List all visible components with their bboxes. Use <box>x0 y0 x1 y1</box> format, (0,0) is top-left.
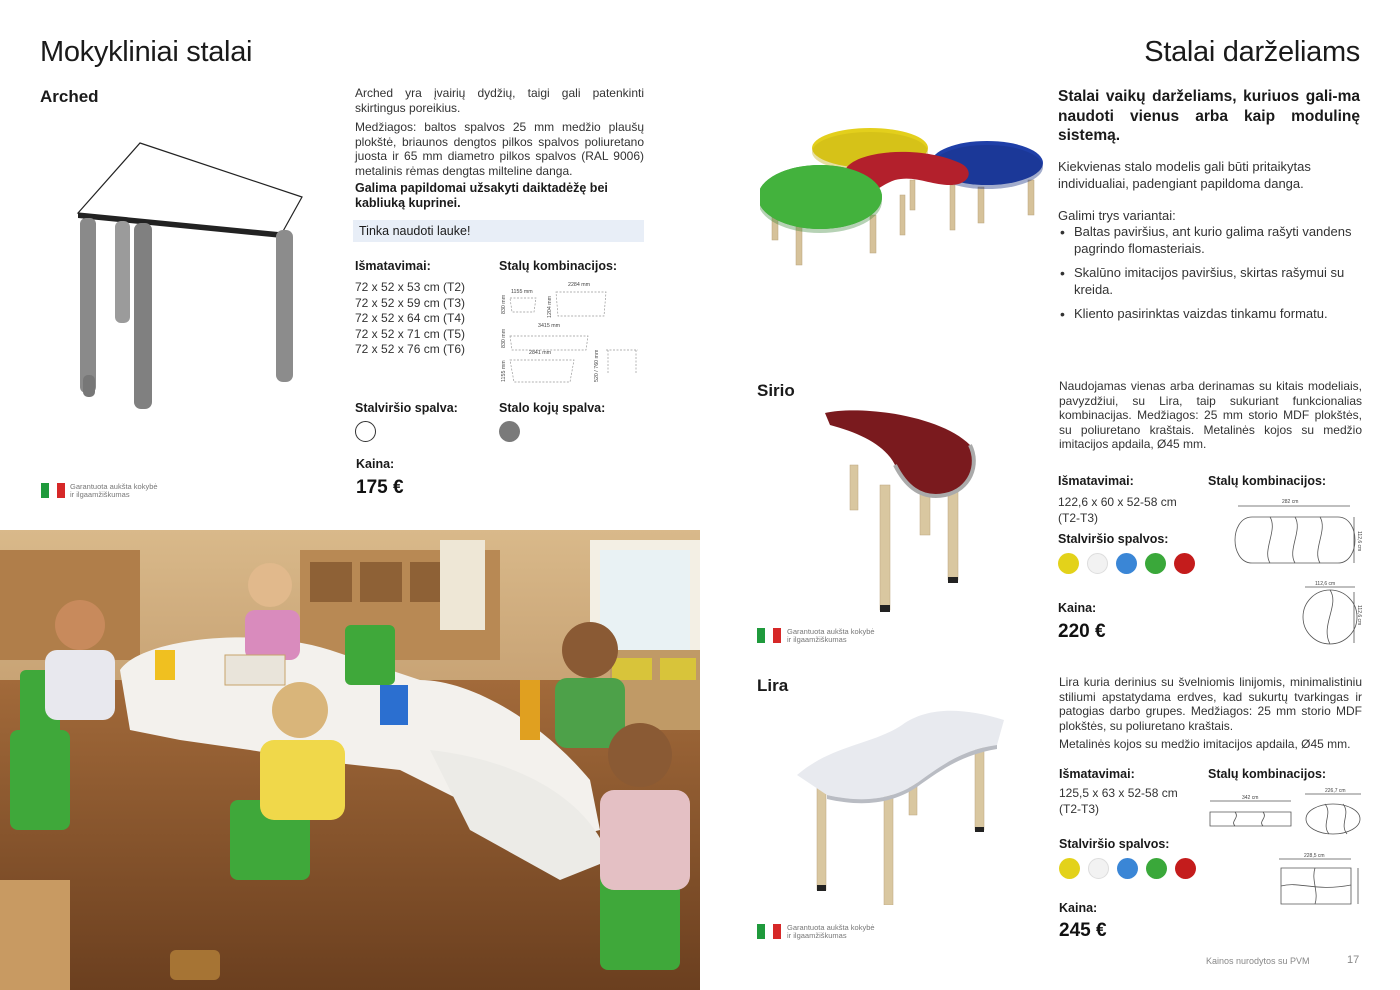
arched-combos-diagram <box>498 278 646 388</box>
combo-dim-label: 520 / 760 mm <box>594 349 600 382</box>
combo-dim-label: 1204 mm <box>547 295 553 318</box>
combo-dim-label: 342 cm <box>1242 795 1259 801</box>
arched-dims-label: Išmatavimai: <box>355 259 431 273</box>
product-name-arched: Arched <box>40 87 99 106</box>
combo-dim-label: 1155 mm <box>511 289 533 295</box>
combo-dim-label: 830 mm <box>501 294 507 314</box>
dim-item: 72 x 52 x 53 cm (T2) <box>355 280 466 294</box>
top-color-label: Stalviršio spalva: <box>355 401 458 415</box>
combo-dim-label: 228,5 cm <box>1304 853 1325 859</box>
italy-flag-icon <box>757 628 781 643</box>
page-title-left: Mokykliniai stalai <box>40 36 253 68</box>
legs-color-swatch-grey <box>499 421 520 442</box>
swatch-white <box>1087 553 1108 574</box>
lira-color-swatches <box>1059 858 1204 879</box>
dim-item: 72 x 52 x 71 cm (T5) <box>355 326 466 341</box>
sirio-colors-label: Stalviršio spalvos: <box>1058 532 1169 546</box>
arched-combos-label: Stalų kombinacijos: <box>499 259 618 273</box>
outdoor-badge: Tinka naudoti lauke! <box>353 220 644 242</box>
combo-dim-label: 112,6 cm <box>1356 605 1362 626</box>
quality-note: Garantuota aukšta kokybė ir ilgaamžiškumas <box>787 627 875 644</box>
sirio-dims-label: Išmatavimai: <box>1058 474 1134 488</box>
arched-desc-1: Arched yra įvairių dydžių, taigi gali patenkinti skirtingus poreikius. <box>355 86 644 115</box>
swatch-white <box>1088 858 1109 879</box>
sirio-table-image <box>820 405 980 615</box>
lira-price: 245 € <box>1059 920 1107 941</box>
lira-desc-2: Metalinės kojos su medžio imitacijos apdaila, Ø45 mm. <box>1059 737 1351 751</box>
lira-combos-diagram <box>1205 788 1365 913</box>
swatch-green <box>1145 553 1166 574</box>
variant-item: • Baltas paviršius, ant kurio galima rašyti vandens pagrindo flomasteriais. <box>1058 224 1358 257</box>
arched-dims-list <box>355 280 465 358</box>
modular-tables-image <box>760 125 1050 270</box>
arched-table-image <box>70 135 310 420</box>
arched-price-label: Kaina: <box>356 457 395 471</box>
top-color-swatch-white <box>355 421 376 442</box>
intro-heading: Stalai vaikų darželiams, kuriuos gali-ma naudoti vienus arba kaip modulinę sistemą. <box>1058 88 1360 144</box>
product-name-sirio: Sirio <box>757 381 795 400</box>
lira-dims-label: Išmatavimai: <box>1059 767 1135 781</box>
swatch-blue <box>1116 553 1137 574</box>
lira-desc-1: Lira kuria derinius su švelniomis linijomis, minimalistiniu stiliumi apstatydama erdves, kad sukurtų tvarkingas ir patogias darbo grupes. Medžiagos: 25 mm storio MDF plokštės, su poliuretano kraštais. <box>1059 675 1362 733</box>
sirio-dims: 122,6 x 60 x 52-58 cm (T2-T3) <box>1058 495 1177 525</box>
lira-price-label: Kaina: <box>1059 901 1098 915</box>
classroom-photo <box>0 530 700 990</box>
italy-flag-icon <box>757 924 781 939</box>
dim-item: 72 x 52 x 64 cm (T4) <box>355 311 466 325</box>
lira-table-image <box>792 705 1007 905</box>
lira-combos-label: Stalų kombinacijos: <box>1208 767 1327 781</box>
variant-item: • Skalūno imitacijos paviršius, skirtas rašymui su kreida. <box>1058 265 1358 298</box>
quality-note: Garantuota aukšta kokybė ir ilgaamžiškumas <box>70 482 158 499</box>
combo-dim-label: 282 cm <box>1282 499 1299 505</box>
swatch-red <box>1174 553 1195 574</box>
arched-price: 175 € <box>356 477 404 498</box>
intro-text: Kiekvienas stalo modelis gali būti pritaikytas individualiai, padengiant papildoma danga. <box>1058 159 1311 191</box>
combo-dim-label: 2284 mm <box>568 282 591 288</box>
combo-dim-label: 226,7 cm <box>1325 788 1346 794</box>
legs-color-label: Stalo kojų spalva: <box>499 401 606 415</box>
combo-dim-label: 830 mm <box>501 328 507 348</box>
swatch-yellow <box>1059 858 1080 879</box>
combo-dim-label: 112,6 cm <box>1356 531 1362 552</box>
variants-label: Galimi trys variantai: <box>1058 208 1176 223</box>
swatch-red <box>1175 858 1196 879</box>
swatch-green <box>1146 858 1167 879</box>
page-title-right: Stalai darželiams <box>1144 36 1360 68</box>
sirio-combos-label: Stalų kombinacijos: <box>1208 474 1327 488</box>
product-name-lira: Lira <box>757 676 789 695</box>
arched-desc-2: Medžiagos: baltos spalvos 25 mm medžio plaušų plokštė, briaunos dengtos pilkos spalvos poliuretano juosta ir 65 mm diametro pilkos spalvos (RAL 9006) metalinis rėmas dengtas milteline danga. <box>355 120 644 178</box>
footer-note: Kainos nurodytos su PVM <box>1206 956 1310 966</box>
sirio-desc: Naudojamas vienas arba derinamas su kitais modeliais, pavyzdžiui, su Lira, taip sukuriant funkcionalias kombinacijas. Medžiagos: 25 mm storio MDF plokštės, su poliuretano kraštais. Metalinės kojos su medžio imitacijos apdaila, Ø45 mm. <box>1059 379 1362 451</box>
dim-item: 72 x 52 x 59 cm (T3) <box>355 295 466 310</box>
quality-note: Garantuota aukšta kokybė ir ilgaamžiškumas <box>787 923 875 940</box>
sirio-color-swatches <box>1058 553 1203 574</box>
variant-item: • Kliento pasirinktas vaizdas tinkamu formatu. <box>1058 306 1358 323</box>
sirio-price: 220 € <box>1058 621 1106 642</box>
sirio-combos-diagram <box>1230 495 1365 650</box>
combo-dim-label: 3415 mm <box>538 323 561 329</box>
swatch-yellow <box>1058 553 1079 574</box>
arched-desc-3: Galima papildomai užsakyti daiktadėžę bei kabliuką kuprinei. <box>355 181 608 210</box>
lira-colors-label: Stalviršio spalvos: <box>1059 837 1170 851</box>
lira-dims: 125,5 x 63 x 52-58 cm (T2-T3) <box>1059 786 1178 816</box>
italy-flag-icon <box>41 483 65 498</box>
page-number: 17 <box>1347 954 1360 966</box>
swatch-blue <box>1117 858 1138 879</box>
dim-item: 72 x 52 x 76 cm (T6) <box>355 342 466 356</box>
variants-list <box>1058 224 1358 331</box>
combo-dim-label: 1155 mm <box>501 360 507 382</box>
combo-dim-label: 112,6 cm <box>1315 581 1336 587</box>
sirio-price-label: Kaina: <box>1058 601 1097 615</box>
combo-dim-label: 2841 mm <box>529 350 552 356</box>
